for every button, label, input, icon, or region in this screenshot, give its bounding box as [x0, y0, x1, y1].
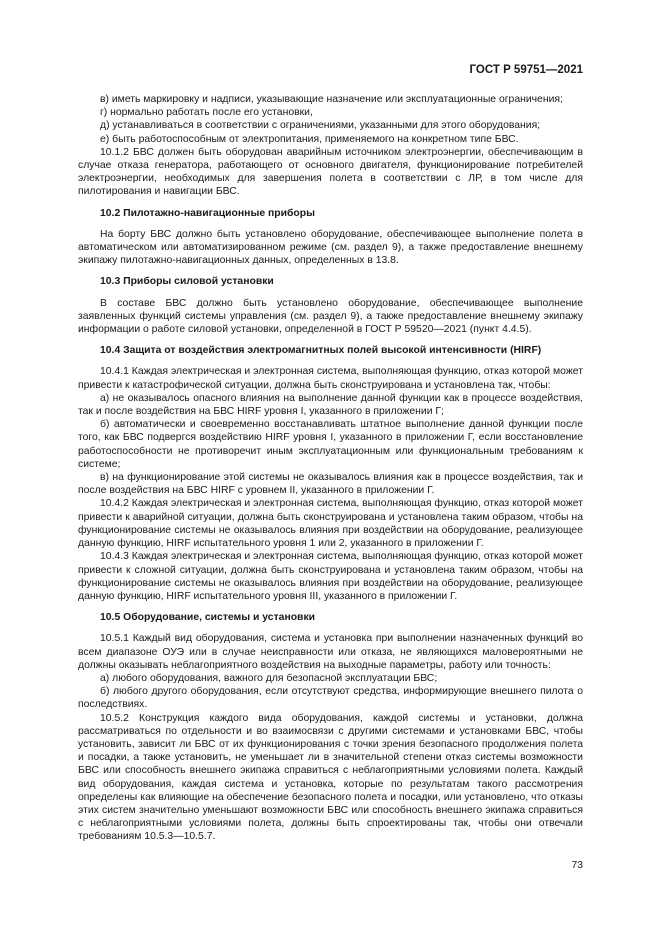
list-item: б) любого другого оборудования, если отсутствуют средства, информирующие внешнего пилота о последствиях. — [78, 686, 583, 711]
section-heading: 10.2 Пилотажно-навигационные приборы — [100, 207, 315, 219]
list-item: е) быть работоспособным от электропитания, применяемого на конкретном типе БВС. — [100, 133, 519, 145]
page-body — [78, 93, 583, 844]
paragraph: 10.4.2 Каждая электрическая и электронная система, выполняющая функцию, отказ которой может привести к аварийной ситуации, должна быть сконструирована и установлена таким образом, чтобы на функционирование системы не оказывалось влияния при воздействии на оборудование, реализующее данную функцию, HIRF испытательного уровня 1 или 2, указанного в приложении Г. — [78, 498, 583, 550]
list-item: в) иметь маркировку и надписи, указывающие назначение или эксплуатационные ограничения; — [100, 94, 563, 105]
paragraph: 10.4.1 Каждая электрическая и электронная система, выполняющая функцию, отказ которой может привести к катастрофической ситуации, должна быть сконструирована и установлена так, чтобы: — [78, 366, 583, 391]
page-number: 73 — [571, 860, 583, 871]
paragraph: На борту БВС должно быть установлено оборудование, обеспечивающее выполнение полета в автоматическом или автоматизированном режиме (см. раздел 9), а также предоставление внешнему экипажу пилотажно-навигационных данных, определенных в 13.8. — [78, 228, 583, 267]
section-heading: 10.5 Оборудование, системы и установки — [100, 612, 316, 624]
section-heading: 10.4 Защита от воздействия электромагнитных полей высокой интенсивности (HIRF) — [100, 345, 542, 357]
section-heading: 10.3 Приборы силовой установки — [100, 276, 274, 288]
paragraph: 10.5.2 Конструкция каждого вида оборудования, каждой системы и установки, должна рассматриваться по отдельности и во взаимосвязи с другими системами и установками БВС, чтобы установить, зависит ли БВС от их функционирования с точки зрения безопасного продолжения полета и посадки, а также установить, не уменьшает ли в значительной степени отказ системы возможности БВС или способность внешнего экипажа справиться с неблагоприятными условиями полета. Каждый вид оборудования, каждая система и установка, которые по результатам такого рассмотрения определены как влияющие на обеспечение безопасного полета и посадки, или установлено, что отказы этих систем значительно уменьшают возможности БВС или способность внешнего экипажа справиться с неблагоприятными условиями полета, должны быть спроектированы так, чтобы они отвечали требованиям 10.5.3—10.5.7. — [78, 712, 583, 843]
list-item: г) нормально работать после его установки, — [100, 107, 313, 119]
paragraph: 10.1.2 БВС должен быть оборудован аварийным источником электроэнергии, обеспечивающим в случае отказа генератора, работающего от основного двигателя, функционирование потребителей электроэнергии, необходимых для завершения полета в соответствии с ЛР, в том числе для пилотирования и навигации БВС. — [78, 146, 583, 198]
list-item: б) автоматически и своевременно восстанавливать штатное выполнение данной функции после того, как БВС подвергся воздействию HIRF уровня I, указанного в приложении Г, если восстановление работоспособности не противоречит иным эксплуатационным или функциональным требованиям к системе; — [78, 419, 583, 470]
list-item: а) не оказывалось опасного влияния на выполнение данной функции как в процессе воздействия, так и после воздействия на БВС HIRF уровня I, указанного в приложении Г; — [78, 392, 583, 418]
paragraph: 10.4.3 Каждая электрическая и электронная система, выполняющая функцию, отказ которой может привести к сложной ситуации, должна быть сконструирована и установлена таким образом, чтобы на функционирование системы не оказывалось влияния при воздействии на оборудование, реализующее данную функцию, HIRF испытательного уровня III, указанного в приложении Г. — [78, 551, 583, 602]
list-item: в) на функционирование этой системы не оказывалось влияния как в процессе воздействия, так и после воздействия на БВС HIRF с уровнем II, указанного в приложении Г. — [78, 472, 583, 497]
paragraph: 10.5.1 Каждый вид оборудования, система и установка при выполнении назначенных функций во всем диапазоне ОУЭ или в случае неисправности или отказа, не являющихся маловероятными не должны оказывать неблагоприятного воздействия на выходные параметры, работу или точность: — [78, 633, 583, 671]
paragraph: В составе БВС должно быть установлено оборудование, обеспечивающее выполнение заявленных функций системы управления (см. раздел 9), а также предоставление внешнему экипажу информации о работе силовой установки, определенной в ГОСТ Р 59520—2021 (пункт 4.4.5). — [78, 297, 583, 336]
list-item: а) любого оборудования, важного для безопасной эксплуатации БВС; — [100, 672, 438, 684]
list-item: д) устанавливаться в соответствии с ограничениями, указанными для этого оборудования; — [100, 120, 541, 132]
document-id: ГОСТ Р 59751—2021 — [469, 64, 583, 76]
